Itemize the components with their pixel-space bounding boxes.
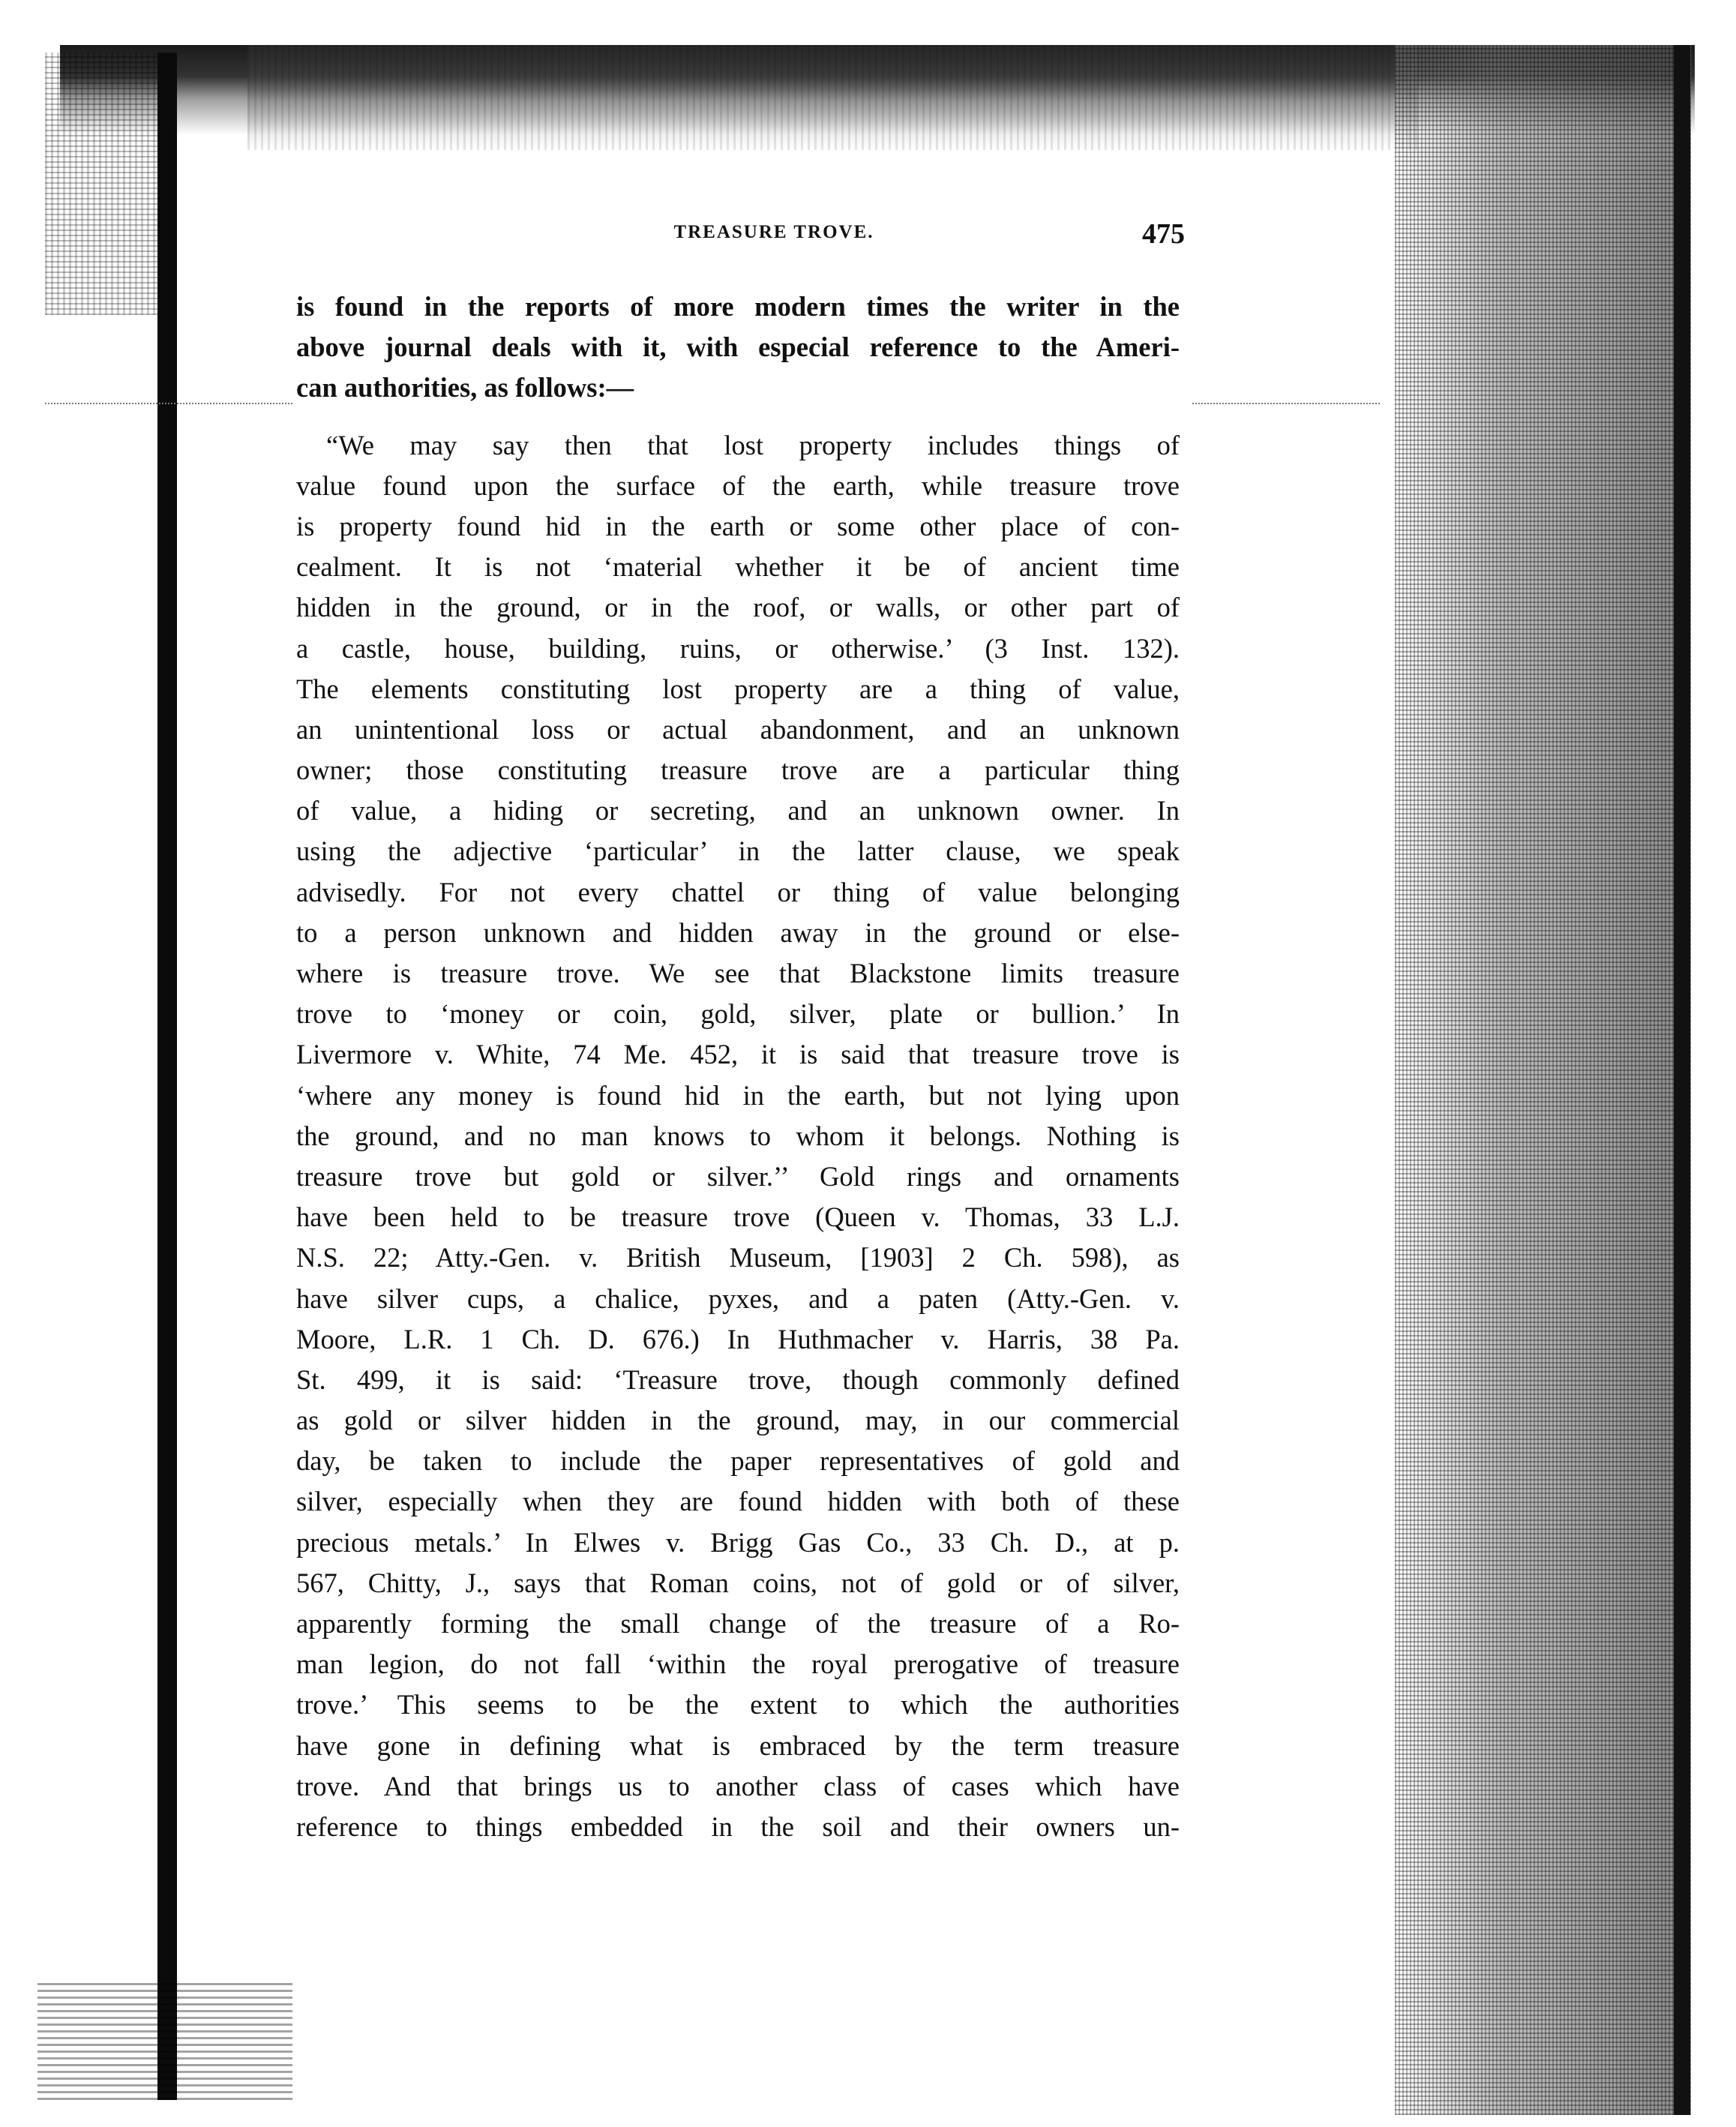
text-line: Moore, L.R. 1 Ch. D. 676.) In Huthmacher v. Harris, 38 Pa. xyxy=(296,1323,1180,1354)
scan-edge-right xyxy=(1674,45,1690,2115)
text-line: trove to ‘money or coin, gold, silver, plate or bullion.’ In xyxy=(296,998,1180,1030)
scan-dotted-line-right xyxy=(1192,403,1380,404)
text-line: apparently forming the small change of the treasure of a Ro- xyxy=(296,1608,1180,1639)
page-number: 475 xyxy=(1142,218,1185,250)
paragraph-quote xyxy=(296,425,1180,1848)
text-line: a castle, house, building, ruins, or otherwise.’ (3 Inst. 132). xyxy=(296,632,1180,664)
scan-noise-right xyxy=(1395,45,1691,2115)
scan-binding-edge xyxy=(157,52,177,2100)
text-line: above journal deals with it, with especial reference to the Ameri- xyxy=(296,332,1180,363)
text-line: have been held to be treasure trove (Queen v. Thomas, 33 L.J. xyxy=(296,1202,1180,1233)
text-line: man legion, do not fall ‘within the royal prerogative of treasure xyxy=(296,1648,1180,1680)
text-line: “We may say then that lost property includes things of xyxy=(326,429,1180,460)
text-line: St. 499, it is said: ‘Treasure trove, though commonly defined xyxy=(296,1364,1180,1395)
paragraph-gap xyxy=(296,409,1180,425)
text-line: day, be taken to include the paper representatives of gold and xyxy=(296,1445,1180,1477)
text-line: have silver cups, a chalice, pyxes, and a paten (Atty.-Gen. v. xyxy=(296,1282,1180,1314)
scan-dotted-line-left xyxy=(45,403,292,404)
text-line: can authorities, as follows:— xyxy=(296,372,634,404)
text-line: an unintentional loss or actual abandonment, and an unknown xyxy=(296,713,1180,745)
text-line: silver, especially when they are found hidden with both of these xyxy=(296,1486,1180,1517)
text-line: reference to things embedded in the soil and their owners un- xyxy=(296,1810,1180,1842)
text-line: cealment. It is not ‘material whether it be of ancient time xyxy=(296,551,1180,583)
text-line: advisedly. For not every chattel or thing of value belonging xyxy=(296,876,1180,908)
text-line: Livermore v. White, 74 Me. 452, it is said that treasure trove is xyxy=(296,1039,1180,1070)
text-line: is property found hid in the earth or some other place of con- xyxy=(296,510,1180,542)
text-line: 567, Chitty, J., says that Roman coins, not of gold or of silver, xyxy=(296,1567,1180,1598)
text-line: to a person unknown and hidden away in the ground or else- xyxy=(296,916,1180,948)
text-line: N.S. 22; Atty.-Gen. v. British Museum, [1903] 2 Ch. 598), as xyxy=(296,1242,1180,1274)
text-line: value found upon the surface of the earth, while treasure trove xyxy=(296,470,1180,501)
text-line: trove. And that brings us to another class of cases which have xyxy=(296,1770,1180,1802)
text-line: ‘where any money is found hid in the earth, but not lying upon xyxy=(296,1079,1180,1111)
text-line: have gone in defining what is embraced by the term treasure xyxy=(296,1730,1180,1761)
text-line: of value, a hiding or secreting, and an unknown owner. In xyxy=(296,795,1180,826)
text-line: owner; those constituting treasure trove are a particular thing xyxy=(296,754,1180,786)
text-line: is found in the reports of more modern times the writer in the xyxy=(296,291,1180,322)
text-line: using the adjective ‘particular’ in the latter clause, we speak xyxy=(296,836,1180,867)
text-line: hidden in the ground, or in the roof, or walls, or other part of xyxy=(296,592,1180,623)
scan-noise-left xyxy=(45,52,165,315)
paragraph-intro xyxy=(296,286,1180,409)
page-header xyxy=(292,218,1185,260)
text-line: precious metals.’ In Elwes v. Brigg Gas Co., 33 Ch. D., at p. xyxy=(296,1526,1180,1558)
scan-noise-bottom-left xyxy=(37,1980,292,2100)
text-line: where is treasure trove. We see that Blackstone limits treasure xyxy=(296,958,1180,988)
body-text xyxy=(296,286,1180,1847)
text-line: treasure trove but gold or silver.’’ Gold rings and ornaments xyxy=(296,1160,1180,1192)
text-line: The elements constituting lost property are a thing of value, xyxy=(296,673,1180,704)
text-line: trove.’ This seems to be the extent to which the authorities xyxy=(296,1689,1180,1720)
running-head: TREASURE TROVE. xyxy=(673,222,874,242)
scan-noise-top xyxy=(247,45,1417,150)
text-line: as gold or silver hidden in the ground, may, in our commercial xyxy=(296,1405,1180,1436)
text-line: the ground, and no man knows to whom it belongs. Nothing is xyxy=(296,1120,1180,1151)
